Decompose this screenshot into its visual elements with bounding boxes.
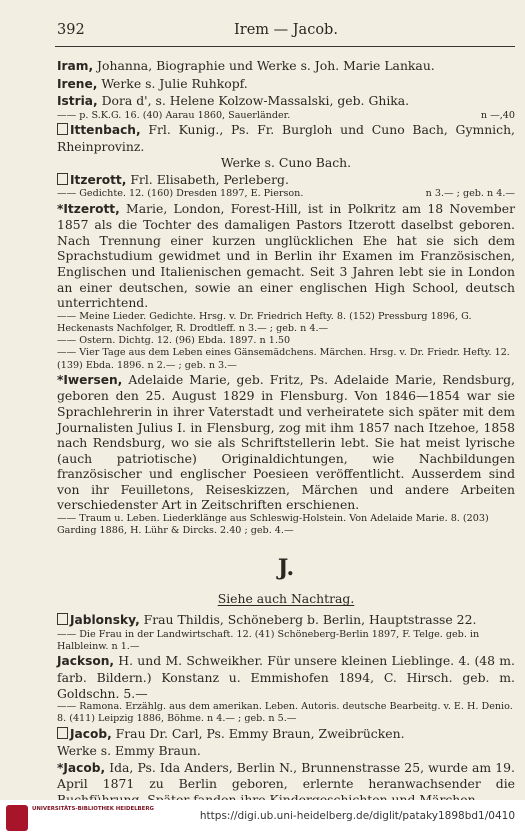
entry-text: Frl. Elisabeth, Perleberg. [126,171,289,187]
permalink-url[interactable]: https://digi.ub.uni-heidelberg.de/diglit/pataky1898bd1/0410 [199,810,515,822]
price: n —,40 [480,109,515,121]
headword: Jacob, [70,726,112,741]
checkbox-marker-icon [57,727,68,739]
headword: Istria, [57,94,98,109]
entry-text: Frl. Kunig., Ps. Fr. Burgloh und Cuno Bach, Gymnich, Rheinprovinz. [57,121,515,154]
page-body [57,58,515,808]
entry-text: H. und M. Schweikher. Für unsere kleinen Lieblinge. 4. (48 m. farb. Bildern.) Konstanz u. Emmishofen 1894, C. Hirsch. geb. m. Goldschn. 5.— [57,653,515,701]
entry-sub: —— Meine Lieder. Gedichte. Hrsg. v. Dr. Friedrich Hefty. 8. (152) Pressburg 1896, G. Heckenasts Nachfolger, R. Drodtleff. n 3.— ; geb. n 4.— [57,310,472,334]
entry-istria [57,93,515,110]
entry-text: Werke s. Cuno Bach. [220,155,352,171]
entry-jackson [57,653,515,701]
running-header [57,22,515,42]
headword: *Iwersen, [57,372,123,387]
entry-itzerott-elisabeth [57,172,515,189]
headword: Ittenbach, [70,122,141,137]
entry-sub: —— Traum u. Leben. Liederklänge aus Schleswig-Holstein. Von Adelaide Marie. 8. (203) Garding 1886, H. Lühr & Dircks. 2.40 ; geb. 4.— [57,513,489,537]
entry-jacob-carl-works [57,743,515,759]
library-name: UNIVERSITÄTS-BIBLIOTHEK HEIDELBERG [32,806,154,812]
entry-sub: —— Vier Tage aus dem Leben eines Gänsemädchens. Märchen. Hrsg. v. Dr. Friedr. Hefty. 12. (139) Ebda. 1896. n 2.— ; geb. n 3.— [57,347,510,371]
price: n 3.— ; geb. n 4.— [425,188,515,200]
sub-text: —— Gedichte. 12. (160) Dresden 1897, E. Pierson. [57,188,304,200]
checkbox-marker-icon [57,613,68,625]
headword: *Jacob, [57,760,106,775]
entry-text: Dora d', s. Helene Kolzow-Massalski, geb. Ghika. [97,93,410,109]
entry-text: Frau Dr. Carl, Ps. Emmy Braun, Zweibrücken. [111,725,405,741]
headword: Jackson, [57,654,115,669]
entry-iram [57,58,515,75]
running-title: Irem — Jacob. [234,22,338,38]
entry-ittenbach-works [57,155,515,171]
entry-text: Adelaide Marie, geb. Fritz, Ps. Adelaide Marie, Rendsburg, geboren den 25. August 1829 in Flensburg. Von 1846—1854 war sie Sprachlehrerin in ihrer Vaterstadt und verheiratete sich später mit dem Journalisten Julius I. in Flensburg, zog mit ihm 1857 nach Itzehoe, 1858 nach Rendsburg, wo sie als Schriftstellerin lebt. Sie hat meist lyrische (auch patriotische) Originaldichtungen, wie Nachbildungen französischer und englischer Poesieen veröffentlicht. Ausserdem sind von ihr Feuilletons, Reiseskizzen, Märchen und andere Arbeiten verschiedenster Art in Zeitschriften erschienen. [57,371,515,513]
entry-text: Johanna, Biographie und Werke s. Joh. Marie Lankau. [93,58,435,73]
page-number: 392 [57,22,85,38]
checkbox-marker-icon [57,123,68,135]
entry-text: Frau Thildis, Schöneberg b. Berlin, Hauptstrasse 22. [139,612,477,628]
entry-sub: —— Ostern. Dichtg. 12. (96) Ebda. 1897. n 1.50 [57,335,291,347]
entry-text: Ida, Ps. Ida Anders, Berlin N., Brunnenstrasse 25, wurde am 19. April 1871 zu Berlin geboren, erlernte heranwachsender die [57,759,515,792]
entry-text: Werke s. Julie Ruhkopf. [97,75,248,91]
section-letter: J. [277,555,295,582]
entry-iwersen [57,372,515,513]
headword: Irene, [57,76,98,91]
entry-sub: —— Die Frau in der Landwirtschaft. 12. (41) Schöneberg-Berlin 1897, F. Telge. geb. in Halbleinw. n 1.— [57,629,480,653]
section-note: Siehe auch Nachtrag. [217,591,355,607]
library-logo-icon [6,805,28,831]
checkbox-marker-icon [57,173,68,185]
entry-sub [57,188,515,200]
entry-ittenbach [57,122,515,154]
entry-sub: —— Ramona. Erzählg. aus dem amerikan. Leben. Autoris. deutsche Bearbeitg. v. E. H. Denio. 8. (411) Leipzig 1886, Böhme. n 4.— ; geb. n 5.— [57,701,513,725]
headword: Iram, [57,59,94,73]
entry-sub [57,110,515,122]
entry-text: Werke s. Emmy Braun. [57,743,201,759]
headword: Itzerott, [70,172,127,187]
entry-itzerott-marie [57,201,515,311]
entry-text: Marie, London, Forest-Hill, ist in Polkritz am 18 November 1857 als die Tochter des damaligen Pastors Itzerott daselbst geboren. Nach Trennung einer kurzen unglücklichen Ehe hat sie sich dem Sprachstudium gewidmet und in Berlin ihr Examen im Französischen, Englischen und Italienischen gemacht. Seit 3 Jahren lebt sie in London an einer deutschen, sowie an einer englischen High School, deutsch unterrichtend. [57,200,515,311]
headword: Jablonsky, [70,613,140,628]
header-rule [55,46,515,47]
entry-jablonsky [57,612,515,629]
sub-text: —— p. S.K.G. 16. (40) Aarau 1860, Sauerländer. [57,109,291,121]
entry-jacob-carl [57,726,515,743]
headword: *Itzerott, [57,201,120,216]
entry-irene [57,76,515,93]
